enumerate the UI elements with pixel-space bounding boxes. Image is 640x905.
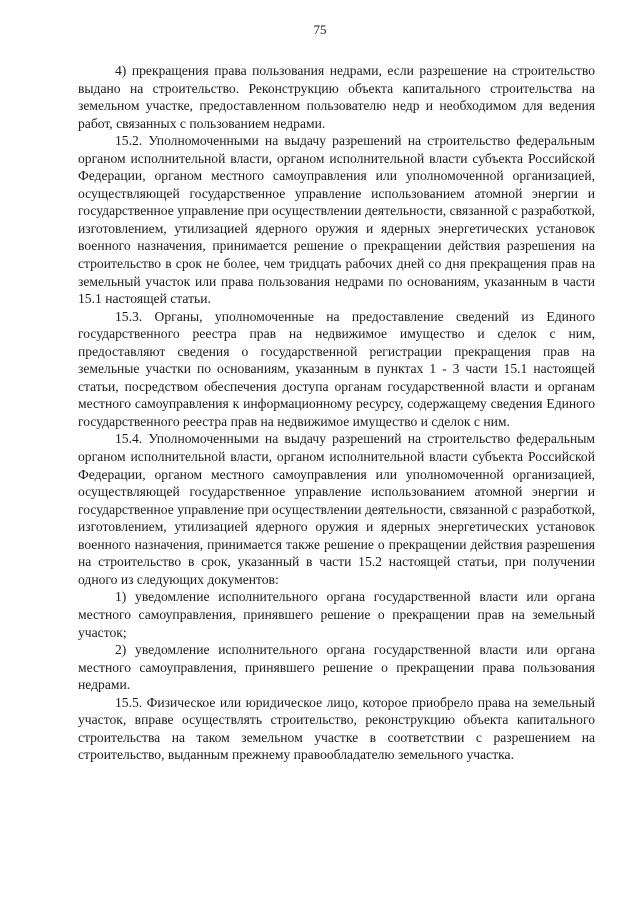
paragraph-15-4: 15.4. Уполномоченными на выдачу разрешений на строительство федеральным органом исполнительной власти, органом исполнительной власти субъекта Российской Федерации, органом местного самоуправления или уполномоченной организацией, осуществляющей государственное управление использованием атомной энергии и государственное управление при осуществлении деятельности, связанной с разработкой, изготовлением, утилизацией ядерного оружия и ядерных энергетических установок военного назначения, принимается также решение о прекращении действия разрешения на строительство в срок, указанный в части 15.2 настоящей статьи, при получении одного из следующих документов: (78, 431, 595, 587)
page-number: 75 (313, 22, 327, 37)
paragraph-15-3: 15.3. Органы, уполномоченные на предоставление сведений из Единого государственного реестра прав на недвижимое имущество и сделок с ним, предоставляют сведения о государственной регистрации прекращения прав на земельные участки по основаниям, указанным в пунктах 1 - 3 части 15.1 настоящей статьи, посредством обеспечения доступа органам государственной власти и органам местного самоуправления к информационному ресурсу, содержащему сведения Единого государственного реестра прав на недвижимое имущество и сделок с ним. (78, 308, 595, 429)
document-body (78, 62, 595, 764)
paragraph-15-4-item-2: 2) уведомление исполнительного органа государственной власти или органа местного самоуправления, принявшего решение о прекращении права пользования недрами. (78, 642, 595, 693)
paragraph-15-2: 15.2. Уполномоченными на выдачу разрешений на строительство федеральным органом исполнительной власти, органом исполнительной власти субъекта Российской Федерации, органом местного самоуправления или уполномоченной организацией, осуществляющей государственное управление использованием атомной энергии и государственное управление при осуществлении деятельности, связанной с разработкой, изготовлением, утилизацией ядерного оружия и ядерных энергетических установок военного назначения, принимается решение о прекращении действия разрешения на строительство в срок не более, чем тридцать рабочих дней со дня прекращения прав на земельный участок или права пользования недрами по основаниям, указанным в части 15.1 настоящей статьи. (78, 133, 595, 307)
paragraph-15-5: 15.5. Физическое или юридическое лицо, которое приобрело права на земельный участок, вправе осуществлять строительство, реконструкцию объекта капитального строительства на таком земельном участке в соответствии с разрешением на строительство, выданным прежнему правообладателю земельного участка. (78, 694, 595, 763)
paragraph-item-4: 4) прекращения права пользования недрами, если разрешение на строительство выдано на строительство. Реконструкцию объекта капитального строительства на земельном участке, предоставленном пользователю недр и необходимом для ведения работ, связанных с пользованием недрами. (78, 63, 595, 131)
paragraph-15-4-item-1: 1) уведомление исполнительного органа государственной власти или органа местного самоуправления, принявшего решение о прекращении прав на земельный участок; (78, 589, 595, 640)
